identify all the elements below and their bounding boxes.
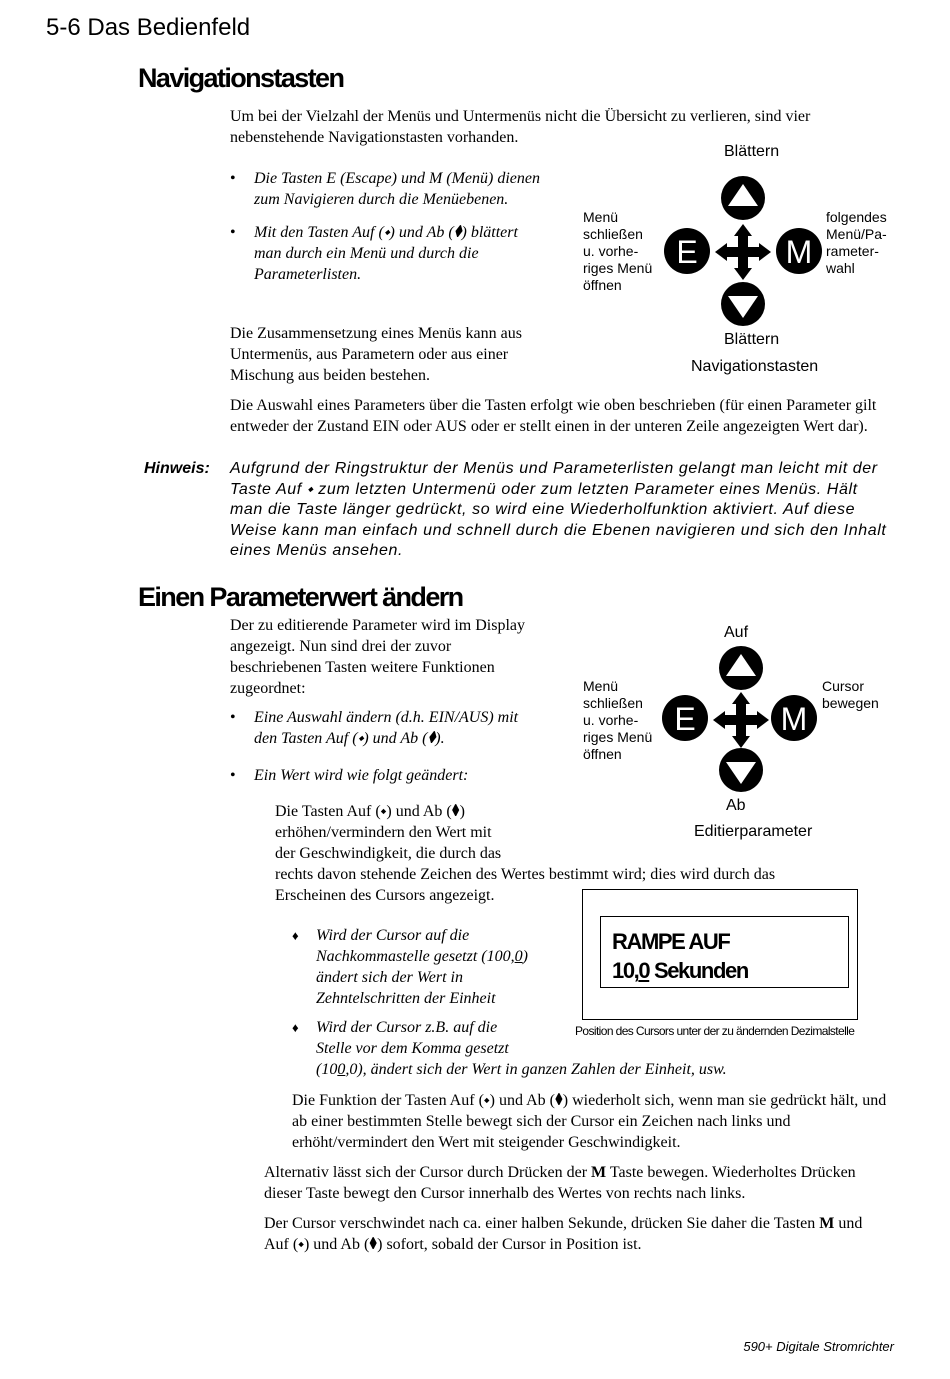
nav-bullet-1-text: Die Tasten E (Escape) und M (Menü) dienen zum Navigieren durch die Menüebenen.: [254, 170, 540, 208]
value-change-line-5: Erscheinen des Cursors angezeigt.: [275, 887, 495, 904]
edit-diagram-right-label: Cursor bewegen: [822, 678, 879, 711]
edit-bullet-2-text: Ein Wert wird wie folgt geändert:: [254, 767, 469, 784]
alternative-key: M: [591, 1164, 607, 1181]
edit-diagram-left-label: Menü schließen u. vorhe- riges Menü öffnen: [583, 678, 653, 762]
m-key-icon[interactable]: [771, 695, 817, 741]
e-key-icon[interactable]: [662, 695, 708, 741]
edit-bullet-list: [230, 707, 530, 798]
vanish-c: und Auf (⬩) und Ab (⧫) sofort, sobald der Cursor in Position ist.: [264, 1215, 863, 1253]
cursor-decimal-digit: 0: [514, 948, 523, 965]
alternative-a: Alternativ lässt sich der Cursor durch Drücken der: [264, 1164, 592, 1181]
value-change-line-3: der Geschwindigkeit, die durch das: [275, 845, 502, 862]
value-change-line-4: rechts davon stehende Zeichen des Wertes bestimmt wird; dies wird durch das: [275, 866, 776, 883]
diamond-bullet-icon: ♦: [292, 928, 299, 943]
display-cursor-digit: 0: [638, 958, 650, 983]
cursor-decimal-line-3: ändert sich der Wert in: [316, 969, 463, 986]
page-header: 5-6 Das Bedienfeld: [46, 14, 251, 41]
up-key-icon[interactable]: [719, 646, 763, 690]
cursor-decimal-line-2: [316, 946, 572, 967]
e-key-label: E: [676, 234, 698, 270]
cursor-decimal-item: [292, 925, 572, 1009]
cursor-decimal-line-2a: Nachkommastelle gesetzt (100,: [316, 948, 515, 965]
nav-intro: Um bei der Vielzahl der Menüs und Untermenüs nicht die Übersicht zu verlieren, sind vier nebenstehende Navigationstasten vorhanden.: [230, 108, 811, 146]
nav-bullet-1: [230, 168, 540, 210]
nav-selection: Die Auswahl eines Parameters über die Tasten erfolgt wie oben beschrieben (für einen Parameter gilt entweder der Zustand EIN oder AUS oder er stellt einen in der unteren Zeile angezeigten Wert dar).: [230, 397, 877, 435]
cursor-decimal-line-2c: ): [522, 948, 528, 965]
cursor-integer-line-1: Wird der Cursor z.B. auf die: [316, 1019, 498, 1036]
e-key-label: E: [674, 701, 696, 737]
section-title-edit: Einen Parameterwert ändern: [138, 582, 463, 612]
nav-composition: Die Zusammensetzung eines Menüs kann aus Untermenüs, aus Parametern oder aus einer Mischung aus beiden bestehen.: [230, 325, 522, 384]
down-key-icon[interactable]: [719, 748, 763, 792]
cursor-decimal-line-1: Wird der Cursor auf die: [316, 927, 470, 944]
cursor-integer-line-2: Stelle vor dem Komma gesetzt: [316, 1040, 509, 1057]
m-key-label: M: [785, 234, 813, 270]
edit-intro: Der zu editierende Parameter wird im Display angezeigt. Nun sind drei der zuvor beschriebenen Tasten weitere Funktionen zugeordnet:: [230, 617, 525, 697]
edit-diagram-bottom-label: Ab: [726, 797, 746, 814]
alternative-paragraph: [264, 1162, 889, 1204]
display-value-a: 10,: [612, 958, 639, 983]
cursor-decimal-line-4: Zehntelschritten der Einheit: [316, 990, 496, 1007]
hint-label: Hinweis:: [144, 460, 210, 477]
diagram-caption: Navigationstasten: [691, 358, 819, 375]
down-key-icon[interactable]: [721, 282, 765, 326]
navigation-keys-diagram: [583, 143, 903, 383]
display-caption: Position des Cursors unter der zu ändernden Dezimalstelle: [575, 1024, 855, 1038]
display-value-b: Sekunden: [649, 958, 748, 983]
edit-bullet-1: [230, 707, 530, 749]
diagram-right-label: folgendes Menü/Pa- rameter- wahl: [826, 209, 887, 276]
cross-arrows-icon: [715, 224, 771, 280]
edit-bullet-1-text: Eine Auswahl ändern (d.h. EIN/AUS) mit den Tasten Auf (⬩) und Ab (⧫).: [254, 709, 519, 747]
diagram-top-label: Blättern: [724, 143, 780, 160]
cursor-integer-line-3a: (10: [316, 1061, 338, 1078]
vanish-a: Der Cursor verschwindet nach ca. einer halben Sekunde, drücken Sie daher die Tasten: [264, 1215, 820, 1232]
repeat-paragraph: Die Funktion der Tasten Auf (⬩) und Ab (⧫) wiederholt sich, wenn man sie gedrückt hält, und ab einer bestimmten Stelle bewegt sich der Cursor ein Zeichen nach links und erhöht/vermindert den Wert mit steigender Geschwindigkeit.: [292, 1092, 887, 1151]
page-footer: 590+ Digitale Stromrichter: [743, 1339, 894, 1354]
nav-bullet-2: [230, 222, 540, 285]
cursor-integer-line-3: [316, 1059, 852, 1080]
edit-bullet-2: [230, 765, 530, 786]
diamond-bullet-icon: ♦: [292, 1020, 299, 1035]
value-change-line-1: Die Tasten Auf (⬩) und Ab (⧫): [275, 803, 465, 820]
cursor-integer-digit: 0: [337, 1061, 346, 1078]
nav-bullet-2-text: Mit den Tasten Auf (⬩) und Ab (⧫) blättert man durch ein Menü und durch die Parameterlisten.: [254, 224, 518, 283]
e-key-icon[interactable]: [664, 228, 710, 274]
up-key-icon[interactable]: [721, 176, 765, 220]
alternative-c: Taste bewegen. Wiederholtes Drücken dieser Taste bewegt den Cursor innerhalb des Wertes von rechts nach links.: [264, 1164, 856, 1202]
vanish-key: M: [819, 1215, 835, 1232]
diagram-left-label: Menü schließen u. vorhe- riges Menü öffnen: [583, 209, 653, 293]
cross-arrows-icon: [713, 692, 769, 748]
diagram-bottom-label: Blättern: [724, 331, 780, 348]
value-change-line-2: erhöhen/vermindern den Wert mit: [275, 824, 492, 841]
hint-text: Aufgrund der Ringstruktur der Menüs und Parameterlisten gelangt man leicht mit der Taste Auf ⬩ zum letzten Untermenü oder zum letzten Parameter eines Menüs. Hält man die Taste länger gedrückt, so wird eine Wiederholfunktion aktiviert. Auf diese Weise kann man einfach und schnell durch die Ebenen navigieren und sich den Inhalt eines Menüs ansehen.: [230, 460, 887, 559]
edit-keypad-graphic: [659, 646, 821, 798]
section-title-navigation: Navigationstasten: [138, 63, 344, 93]
m-key-icon[interactable]: [776, 228, 822, 274]
cursor-integer-line-3c: ,0), ändert sich der Wert in ganzen Zahlen der Einheit, usw.: [345, 1061, 727, 1078]
m-key-label: M: [780, 701, 808, 737]
vanish-paragraph: [264, 1213, 889, 1255]
display-line-2: [612, 956, 748, 985]
display-line-1: RAMPE AUF: [612, 929, 730, 954]
edit-diagram-top-label: Auf: [724, 624, 749, 641]
keypad-graphic: [661, 176, 823, 328]
nav-bullet-list: [230, 168, 540, 297]
edit-diagram-caption: Editierparameter: [694, 823, 813, 840]
